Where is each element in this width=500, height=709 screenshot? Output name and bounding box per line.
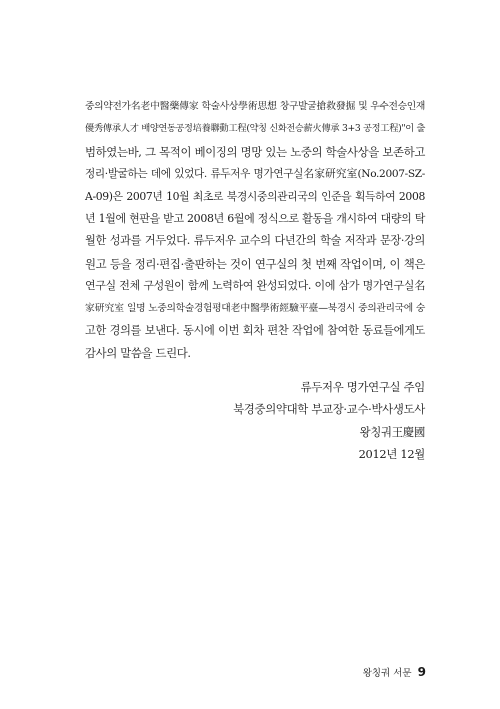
body-line: 감사의 말씀을 드린다. <box>85 346 191 361</box>
body-line: 優秀傳承人才 배양연동공정培養聯動工程(약칭 신화전승薪火傳承 3+3 공정工程)"이 출 <box>85 123 425 135</box>
body-line: 家研究室 일명 노중의학술경험평대老中醫學術經驗平臺—북경시 중의관리국에 숭 <box>85 302 425 314</box>
body-line: 고한 경의를 보낸다. 동시에 이번 회차 편찬 작업에 참여한 동료들에게도 <box>85 323 425 337</box>
body-line: 원고 등을 정리·편집·출판하는 것이 연구실의 첫 번째 작업이며, 이 책은 <box>85 256 425 271</box>
body-line: 년 1월에 현판을 받고 2008년 6월에 정식으로 활동을 개시하여 대량의 탁 <box>85 211 425 225</box>
body-line: 범하였는바, 그 목적이 베이징의 명망 있는 노중의 학술사상을 보존하고 <box>85 144 425 159</box>
body-line: 정리·발굴하는 데에 있었다. 류두저우 명가연구실名家研究室(No.2007-SZ- <box>85 168 425 181</box>
body-line: 연구실 전체 구성원이 함께 노력하여 완성되었다. 이에 삼가 명가연구실名 <box>85 279 425 293</box>
signature-block <box>85 376 425 466</box>
signature-position: 북경중의약대학 부교장·교수·박사생도사 <box>233 402 425 417</box>
page-footer <box>363 665 426 679</box>
signature-name: 왕칭궈王慶國 <box>359 424 425 439</box>
body-line: A-09)은 2007년 10월 최초로 북경시중의관리국의 인준을 획득하여 2008 <box>85 189 425 203</box>
preface-body <box>85 96 425 365</box>
signature-date: 2012년 12월 <box>358 447 425 462</box>
body-line: 중의약전가名老中醫藥傳家 학술사상學術思想 창구발굴搶救發掘 및 우수전승인재 <box>85 101 425 112</box>
page-number: 9 <box>417 665 426 679</box>
signature-affiliation: 류두저우 명가연구실 주임 <box>300 380 425 394</box>
running-title: 왕칭궈 서문 <box>362 668 412 679</box>
body-line: 월한 성과를 거두었다. 류두저우 교수의 다년간의 학술 저작과 문장·강의 <box>85 234 425 248</box>
